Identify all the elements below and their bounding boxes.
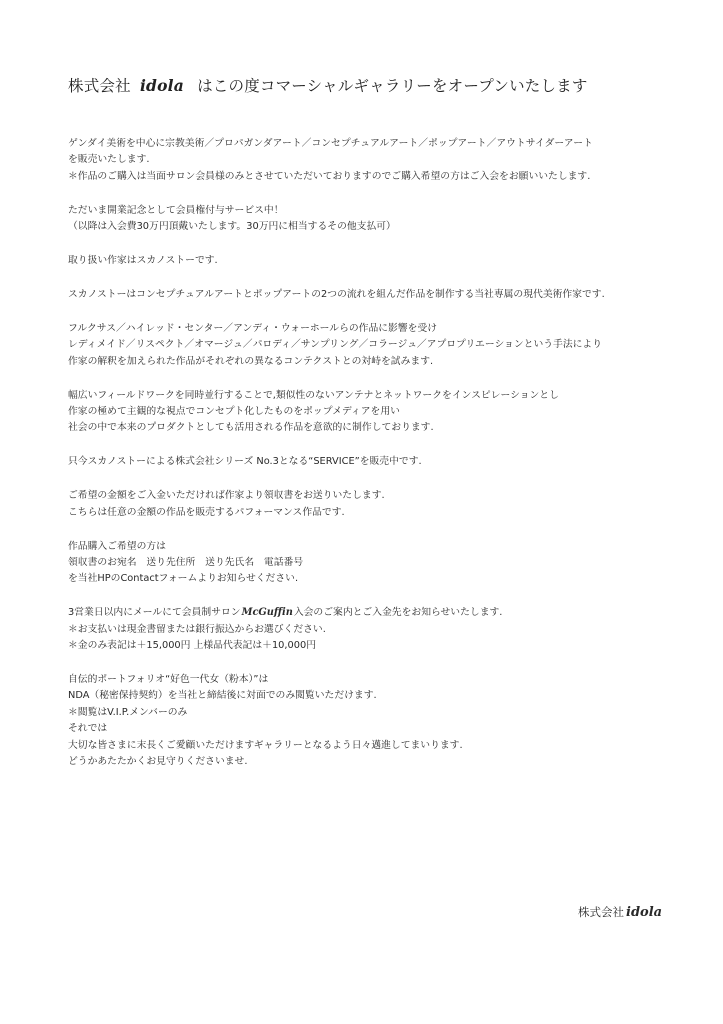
text-line: 社会の中で本来のプロダクトとしても活用される作品を意欲的に制作しております.	[68, 422, 434, 434]
paragraph-fieldwork	[68, 388, 688, 437]
text-line: 領収書のお宛名 送り先住所 送り先氏名 電話番号	[68, 556, 304, 568]
paragraph-salon	[68, 605, 688, 654]
title-suffix: はこの度コマーシャルギャラリーをオープンいたします	[197, 77, 588, 95]
text-line: 大切な皆さまに末長くご愛顧いただけますギャラリーとなるよう日々邁進してまいります.	[68, 739, 463, 751]
text-line	[68, 605, 688, 621]
idola-logo: idola	[139, 76, 184, 95]
signature-prefix: 株式会社	[578, 905, 624, 919]
paragraph-payment	[68, 488, 688, 521]
text-line: 取り扱い作家はスカノストーです.	[68, 255, 218, 267]
text-line: 作家の極めて主観的な視点でコンセプト化したものをポップメディアを用い	[68, 405, 400, 417]
text-line: 只今スカノストーによる株式会社シリーズ No.3となる“SERVICE”を販売中です.	[68, 456, 422, 468]
text-line: 作家の解釈を加えられた作品がそれぞれの異なるコンテクストとの対峙を試みます.	[68, 355, 434, 367]
salon-line-prefix: 3営業日以内にメールにて会員制サロン	[68, 607, 241, 619]
paragraph-purchase	[68, 539, 688, 588]
text-line: こちらは任意の金額の作品を販売するパフォーマンス作品です.	[68, 506, 345, 518]
text-line: レディメイド／リスペクト／オマージュ／パロディ／サンプリング／コラージュ／アプロプリエーションという手法により	[68, 339, 603, 351]
text-line: どうかあたたかくお見守りくださいませ.	[68, 755, 248, 767]
text-line: それでは	[68, 723, 108, 735]
signature	[578, 904, 662, 920]
text-line: （以降は入会費30万円頂戴いたします。30万円に相当するその他支払可）	[68, 221, 396, 233]
text-line: 幅広いフィールドワークを同時並行することで,類似性のないアンテナとネットワークをインスピレーションとし	[68, 389, 559, 401]
paragraph-on-sale	[68, 454, 688, 470]
text-line: NDA（秘密保持契約）を当社と締結後に対面でのみ閲覧いただけます.	[68, 690, 377, 702]
announcement-body	[68, 136, 688, 788]
text-line: を販売いたします.	[68, 154, 150, 166]
paragraph-artist-description	[68, 287, 688, 303]
paragraph-intro	[68, 136, 688, 185]
text-line: フルクサス／ハイレッド・センター／アンディ・ウォーホールらの作品に影響を受け	[68, 322, 438, 334]
text-line: ゲンダイ美術を中心に宗教美術／プロパガンダアート／コンセプチュアルアート／ポップアート／アウトサイダーアート	[68, 138, 593, 149]
text-line: ＊お支払いは現金書留または銀行振込からお選びください.	[68, 623, 326, 635]
mcguffin-logo: McGuffin	[241, 607, 293, 619]
idola-logo: idola	[626, 905, 663, 920]
page-title	[68, 74, 588, 96]
text-line: 作品購入ご希望の方は	[68, 540, 166, 552]
paragraph-closing	[68, 672, 688, 770]
text-line: ＊閲覧はV.I.P.メンバーのみ	[68, 706, 188, 718]
salon-line-suffix: 入会のご案内とご入金先をお知らせいたします.	[293, 607, 503, 619]
text-line: ただいま開業記念として会員権付与サービス中！	[68, 204, 284, 216]
paragraph-artist	[68, 253, 688, 269]
paragraph-campaign	[68, 203, 688, 236]
title-prefix: 株式会社	[68, 77, 131, 95]
text-line: ご希望の金額をご入金いただければ作家より領収書をお送りいたします.	[68, 490, 385, 502]
text-line: ＊作品のご購入は当面サロン会員様のみとさせていただいておりますのでご購入希望の方はご入会をお願いいたします.	[68, 170, 591, 182]
paragraph-influences	[68, 321, 688, 370]
text-line: 自伝的ポートフォリオ“好色一代女（粉本）”は	[68, 673, 269, 685]
text-line: ＊金のみ表記は＋15,000円 上様品代表記は＋10,000円	[68, 640, 317, 652]
text-line: スカノストーはコンセプチュアルアートとポップアートの2つの流れを組んだ作品を制作する当社専属の現代美術作家です.	[68, 288, 605, 300]
text-line: を当社HPのContactフォームよりお知らせください.	[68, 573, 299, 585]
